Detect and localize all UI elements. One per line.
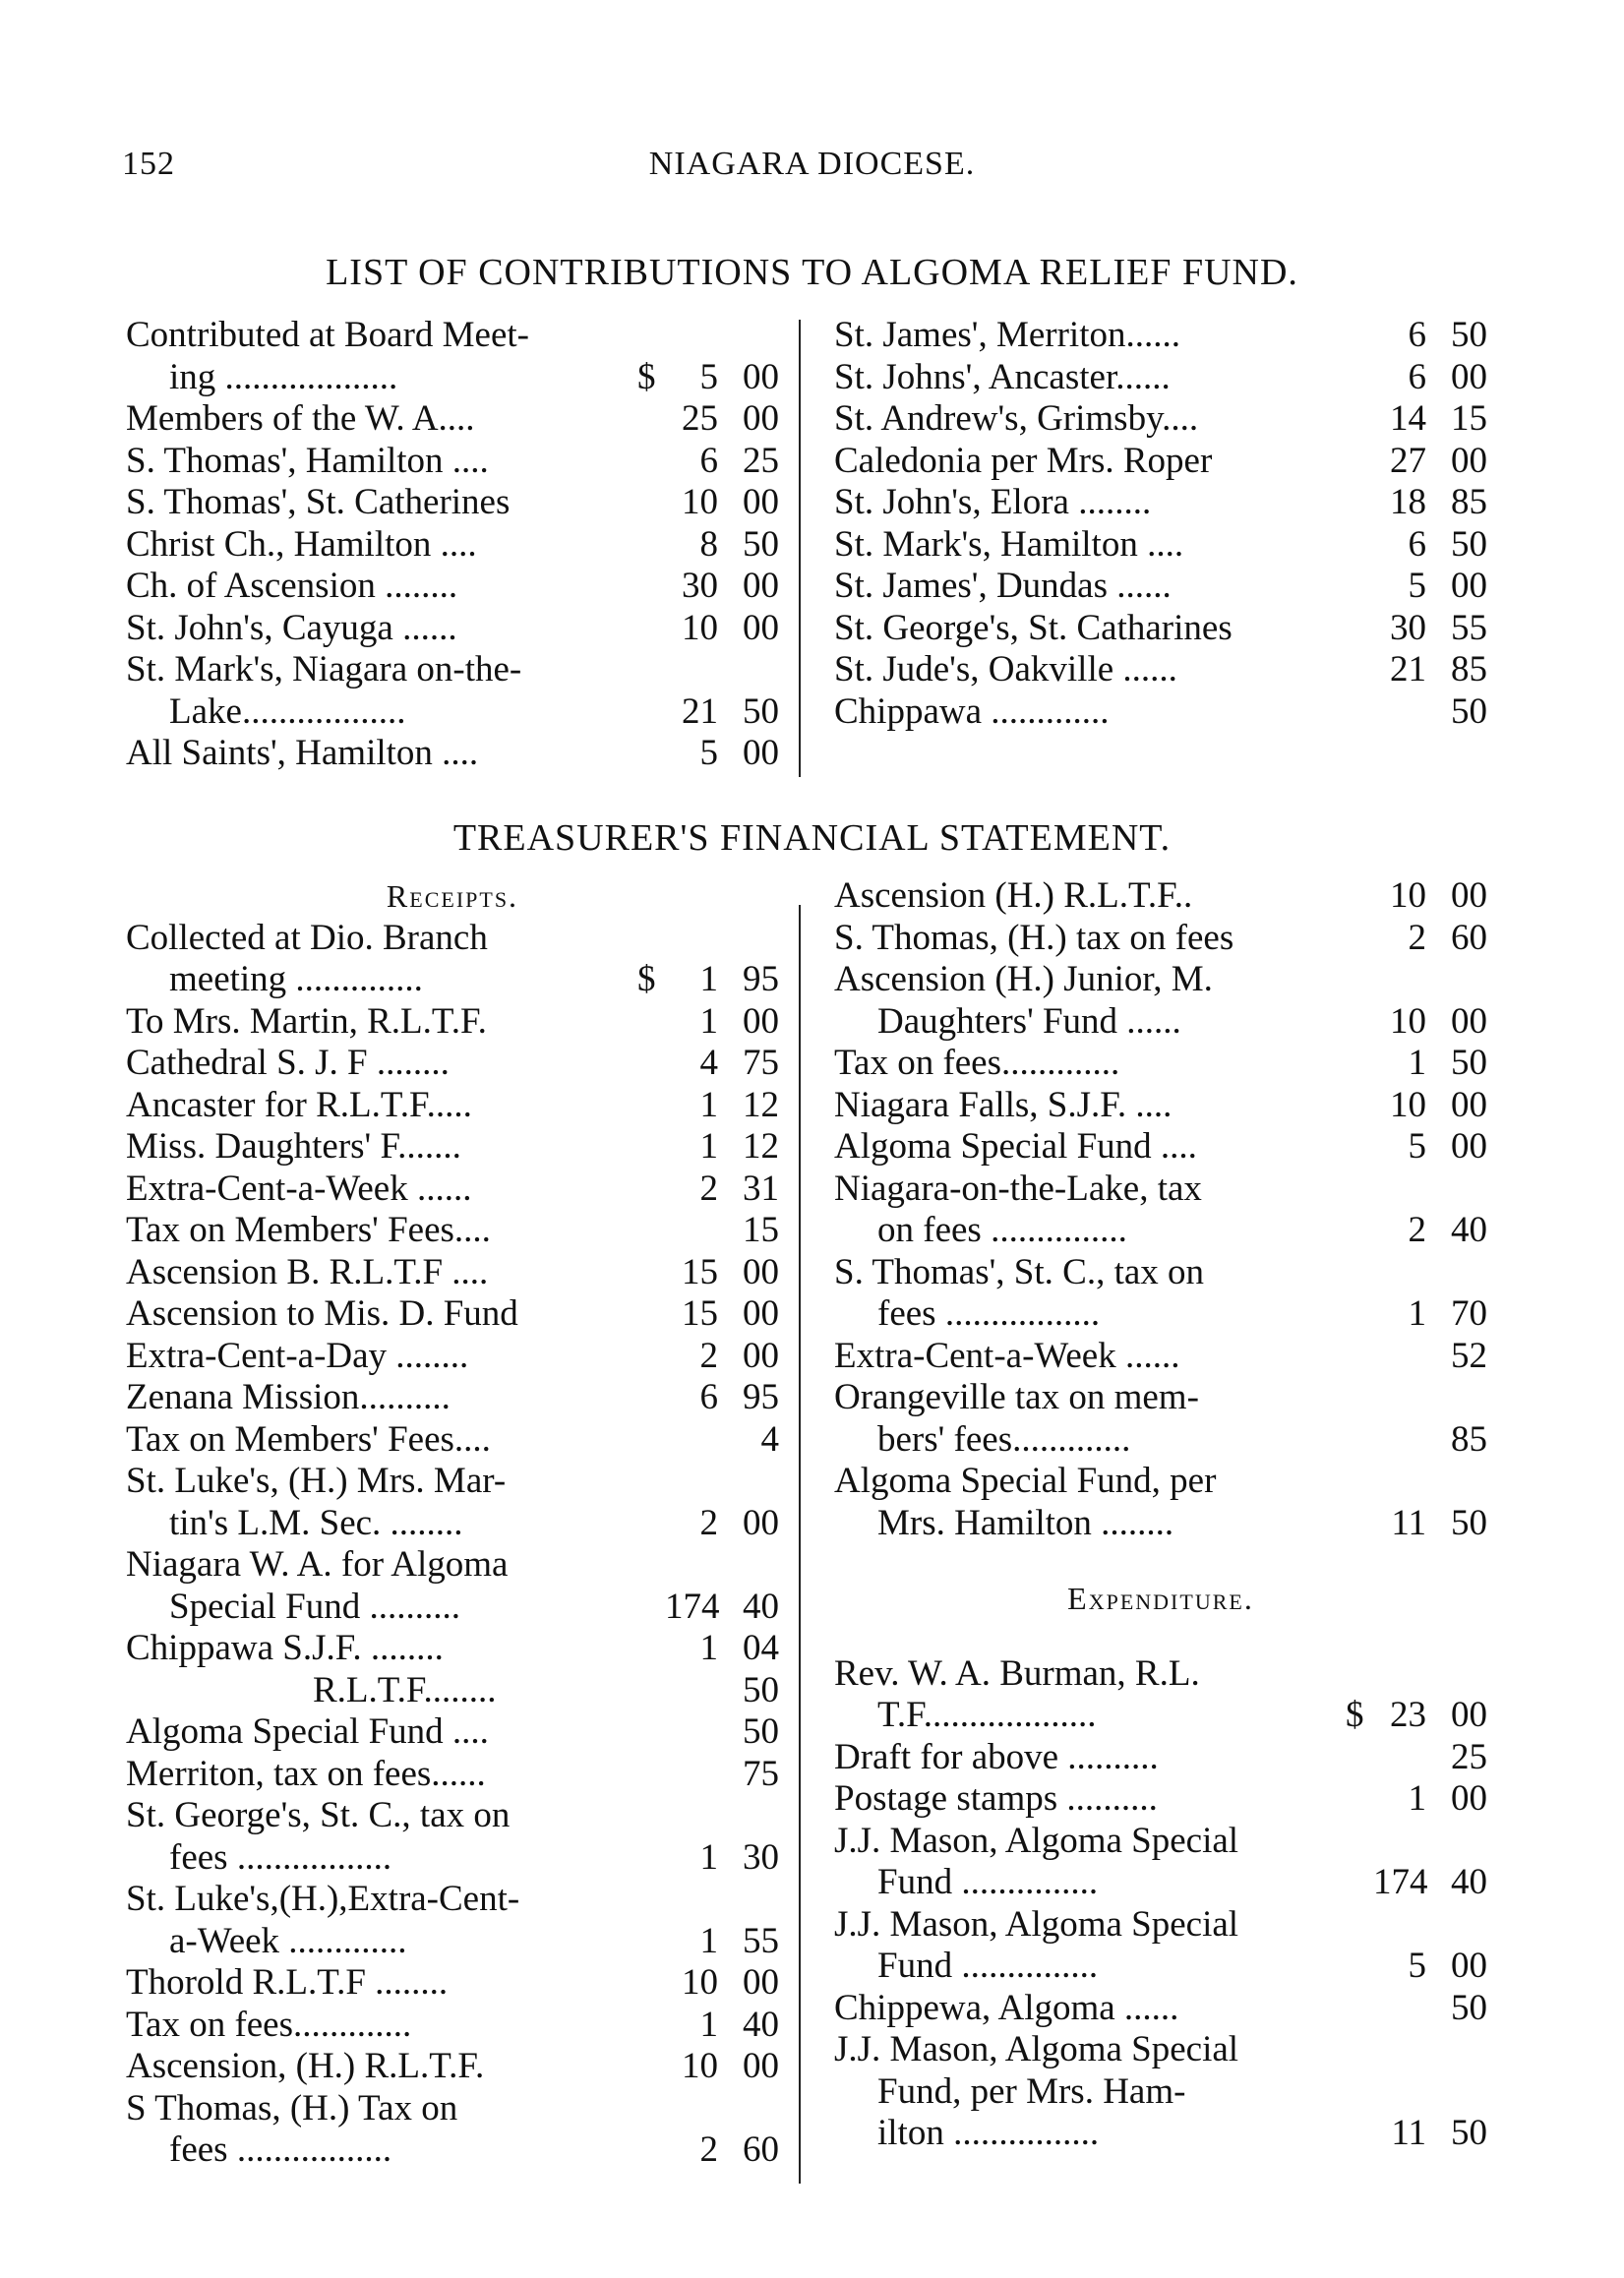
entry-cents: 00 — [1451, 566, 1487, 606]
receipts-left-column — [126, 918, 779, 2172]
entry-cents: 00 — [743, 566, 779, 606]
entry-name: Contributed at Board Meet- — [126, 315, 529, 355]
ledger-entry — [834, 959, 1487, 1001]
entry-name: All Saints', Hamilton .... — [126, 733, 479, 773]
entry-name: Algoma Special Fund, per — [834, 1461, 1217, 1501]
entry-name: St. Luke's, (H.) Mrs. Mar- — [126, 1461, 507, 1501]
entry-name: Ascension (H.) Junior, M. — [834, 959, 1213, 999]
entry-cents: 00 — [743, 1251, 779, 1292]
ledger-entry — [126, 1587, 779, 1629]
entry-name: Cathedral S. J. F ........ — [126, 1043, 450, 1083]
entry-dollars: 11 — [1391, 2113, 1426, 2153]
ledger-entry — [834, 2029, 1487, 2071]
column-divider — [799, 320, 801, 777]
entry-name: Ascension (H.) R.L.T.F.. — [834, 875, 1193, 916]
ledger-entry — [126, 357, 779, 399]
entry-cents: 25 — [743, 440, 779, 481]
ledger-entry — [834, 1419, 1487, 1462]
financial-statement-title: TREASURER'S FINANCIAL STATEMENT. — [452, 817, 1172, 859]
entry-name: Chippewa, Algoma ...... — [834, 1987, 1179, 2028]
entry-name: Fund, per Mrs. Ham- — [877, 2070, 1186, 2112]
entry-name: St. Andrew's, Grimsby.... — [834, 398, 1199, 439]
entry-name: Algoma Special Fund .... — [126, 1711, 489, 1752]
ledger-entry — [834, 482, 1487, 524]
entry-cents: 00 — [743, 1000, 779, 1042]
entry-name: ilton ................ — [877, 2113, 1100, 2153]
ledger-entry — [834, 1461, 1487, 1503]
ledger-entry — [834, 1862, 1487, 1904]
ledger-entry — [126, 649, 779, 691]
ledger-entry — [834, 357, 1487, 399]
entry-name: T.F................... — [877, 1695, 1097, 1735]
entry-name: J.J. Mason, Algoma Special — [834, 1903, 1239, 1945]
entry-name: Collected at Dio. Branch — [126, 917, 488, 958]
entry-cents: 55 — [743, 1920, 779, 1961]
entry-name: R.L.T.F........ — [313, 1669, 497, 1710]
ledger-entry — [834, 608, 1487, 650]
entry-cents: 00 — [743, 1962, 779, 2003]
ledger-entry — [126, 1377, 779, 1419]
entry-cents: 50 — [1451, 2113, 1487, 2153]
dollar-sign: $ — [637, 959, 656, 999]
entry-cents: 50 — [1451, 690, 1487, 732]
ledger-entry — [126, 1126, 779, 1169]
ledger-entry — [834, 441, 1487, 483]
entry-name: St. James', Dundas ...... — [834, 566, 1172, 606]
entry-name: Chippawa ............. — [834, 690, 1110, 732]
ledger-entry — [126, 1837, 779, 1880]
entry-name: fees ................. — [877, 1293, 1101, 1334]
ledger-entry — [834, 1293, 1487, 1336]
ledger-entry — [126, 1879, 779, 1921]
entry-name: Draft for above .......... — [834, 1736, 1159, 1777]
ledger-entry — [834, 1695, 1487, 1737]
ledger-entry — [126, 1670, 779, 1712]
ledger-entry — [834, 1001, 1487, 1044]
entry-dollars: 6 — [1408, 523, 1426, 565]
entry-cents: 50 — [1451, 1987, 1487, 2028]
entry-name: J.J. Mason, Algoma Special — [834, 1820, 1239, 1861]
ledger-entry — [834, 1503, 1487, 1545]
ledger-entry — [834, 649, 1487, 691]
entry-dollars: 10 — [682, 482, 718, 522]
column-divider — [799, 905, 801, 2184]
entry-cents: 52 — [1451, 1335, 1487, 1376]
ledger-entry — [834, 1778, 1487, 1821]
entry-dollars: 1 — [699, 1126, 718, 1167]
entry-cents: 85 — [1451, 1418, 1487, 1460]
entry-name: Rev. W. A. Burman, R.L. — [834, 1652, 1200, 1694]
entry-cents: 40 — [1451, 1210, 1487, 1250]
ledger-entry — [126, 733, 779, 775]
entry-name: St. John's, Cayuga ...... — [126, 607, 457, 648]
entry-cents: 00 — [1451, 356, 1487, 397]
entry-cents: 00 — [1451, 440, 1487, 481]
entry-dollars: 6 — [1408, 315, 1426, 355]
receipts-right-column — [834, 875, 1487, 1544]
entry-name: S Thomas, (H.) Tax on — [126, 2087, 458, 2128]
entry-name: Tax on Members' Fees.... — [126, 1210, 491, 1250]
ledger-entry — [834, 1085, 1487, 1127]
entry-name: Lake.................. — [169, 690, 406, 732]
entry-cents: 95 — [743, 959, 779, 999]
entry-dollars: 6 — [699, 440, 718, 481]
entry-cents: 15 — [743, 1210, 779, 1250]
ledger-entry — [834, 1904, 1487, 1947]
entry-dollars: 1 — [1408, 1043, 1426, 1083]
entry-dollars: 5 — [699, 356, 718, 397]
ledger-entry — [834, 2071, 1487, 2114]
expenditure-column — [834, 1653, 1487, 2155]
ledger-entry — [834, 1336, 1487, 1378]
ledger-entry — [834, 2113, 1487, 2155]
ledger-entry — [126, 1711, 779, 1754]
ledger-entry — [126, 2129, 779, 2172]
entry-name: Extra-Cent-a-Week ...... — [834, 1335, 1180, 1376]
ledger-entry — [834, 566, 1487, 608]
ledger-entry — [126, 691, 779, 734]
ledger-entry — [126, 959, 779, 1001]
relief-fund-left-column — [126, 315, 779, 775]
entry-dollars: 21 — [682, 690, 718, 732]
entry-dollars: 15 — [682, 1293, 718, 1334]
entry-name: St. James', Merriton...... — [834, 315, 1180, 355]
entry-name: St. George's, St. Catharines — [834, 607, 1233, 648]
entry-cents: 60 — [743, 2129, 779, 2170]
entry-cents: 95 — [743, 1377, 779, 1417]
entry-cents: 55 — [1451, 607, 1487, 648]
entry-cents: 00 — [743, 2046, 779, 2086]
entry-cents: 50 — [743, 690, 779, 732]
ledger-entry — [126, 1461, 779, 1503]
entry-name: on fees ............... — [877, 1210, 1127, 1250]
ledger-entry — [834, 1377, 1487, 1419]
entry-dollars: 1 — [699, 959, 718, 999]
ledger-entry — [126, 1210, 779, 1252]
entry-cents: 00 — [743, 356, 779, 397]
ledger-entry — [126, 441, 779, 483]
entry-name: Members of the W. A.... — [126, 398, 475, 439]
entry-dollars: 2 — [699, 1502, 718, 1543]
entry-cents: 40 — [743, 2004, 779, 2045]
entry-name: S. Thomas, (H.) tax on fees — [834, 917, 1234, 958]
entry-name: Postage stamps .......... — [834, 1778, 1158, 1819]
entry-cents: 31 — [743, 1168, 779, 1209]
ledger-entry — [834, 1737, 1487, 1779]
entry-name: Special Fund .......... — [169, 1586, 460, 1627]
entry-dollars: 174 — [1373, 1862, 1428, 1902]
entry-name: Ancaster for R.L.T.F..... — [126, 1084, 472, 1125]
entry-dollars: 15 — [682, 1251, 718, 1292]
entry-cents: 00 — [743, 733, 779, 773]
page-header — [122, 146, 1502, 205]
ledger-entry — [126, 2005, 779, 2047]
entry-name: Miss. Daughters' F....... — [126, 1126, 461, 1167]
entry-cents: 50 — [743, 1711, 779, 1752]
entry-dollars: 2 — [699, 2129, 718, 2170]
ledger-entry — [834, 1821, 1487, 1863]
entry-dollars: 174 — [665, 1586, 720, 1627]
entry-name: tin's L.M. Sec. ........ — [169, 1502, 463, 1543]
entry-dollars: 21 — [1390, 649, 1426, 689]
entry-cents: 40 — [743, 1586, 779, 1627]
ledger-entry — [126, 1419, 779, 1462]
entry-dollars: 6 — [1408, 356, 1426, 397]
ledger-entry — [126, 1921, 779, 1963]
entry-dollars: 1 — [699, 1628, 718, 1668]
entry-name: Chippawa S.J.F. ........ — [126, 1628, 444, 1668]
entry-cents: 50 — [1451, 315, 1487, 355]
entry-dollars: 5 — [1408, 566, 1426, 606]
ledger-entry — [126, 1754, 779, 1796]
entry-dollars: 10 — [682, 1962, 718, 2003]
entry-name: Merriton, tax on fees...... — [126, 1753, 486, 1794]
entry-cents: 00 — [1451, 1946, 1487, 1986]
entry-name: St. John's, Elora ........ — [834, 482, 1152, 522]
entry-dollars: 5 — [1408, 1946, 1426, 1986]
entry-dollars: 1 — [699, 2004, 718, 2045]
entry-dollars: 1 — [699, 1084, 718, 1125]
entry-name: Niagara W. A. for Algoma — [126, 1544, 509, 1585]
entry-dollars: 10 — [682, 607, 718, 648]
entry-name: Ascension B. R.L.T.F .... — [126, 1251, 489, 1292]
entry-name: a-Week ............. — [169, 1920, 407, 1961]
entry-name: S. Thomas', St. C., tax on — [834, 1251, 1205, 1292]
ledger-entry — [834, 691, 1487, 734]
dollar-sign: $ — [1346, 1695, 1364, 1735]
entry-name: S. Thomas', Hamilton .... — [126, 440, 489, 481]
entry-name: J.J. Mason, Algoma Special — [834, 2029, 1239, 2069]
entry-name: Extra-Cent-a-Day ........ — [126, 1335, 469, 1376]
entry-name: Christ Ch., Hamilton .... — [126, 523, 477, 565]
running-title: NIAGARA DIOCESE. — [648, 146, 976, 182]
entry-dollars: 2 — [699, 1335, 718, 1376]
entry-name: Thorold R.L.T.F ........ — [126, 1962, 449, 2003]
ledger-entry — [834, 524, 1487, 567]
entry-dollars: 10 — [1390, 875, 1426, 916]
ledger-entry — [126, 1043, 779, 1085]
ledger-entry — [834, 1043, 1487, 1085]
entry-dollars: 1 — [699, 1000, 718, 1042]
entry-cents: 15 — [1451, 398, 1487, 439]
entry-name: bers' fees............. — [877, 1418, 1131, 1460]
entry-cents: 50 — [1451, 1502, 1487, 1543]
entry-cents: 75 — [743, 1043, 779, 1083]
entry-dollars: 1 — [1408, 1293, 1426, 1334]
entry-dollars: 10 — [1390, 1084, 1426, 1125]
entry-cents: 00 — [743, 482, 779, 522]
ledger-entry — [126, 1795, 779, 1837]
entry-cents: 50 — [743, 1669, 779, 1710]
ledger-entry — [126, 1085, 779, 1127]
entry-cents: 50 — [1451, 1043, 1487, 1083]
ledger-entry — [126, 1252, 779, 1294]
ledger-entry — [834, 1252, 1487, 1294]
entry-cents: 85 — [1451, 649, 1487, 689]
entry-cents: 30 — [743, 1836, 779, 1878]
ledger-entry — [126, 398, 779, 441]
entry-name: Zenana Mission.......... — [126, 1377, 451, 1417]
entry-dollars: 2 — [699, 1168, 718, 1209]
entry-dollars: 10 — [1390, 1000, 1426, 1042]
expenditure-heading: Expenditure. — [1067, 1581, 1254, 1616]
entry-dollars: 8 — [699, 523, 718, 565]
entry-cents: 00 — [1451, 1695, 1487, 1735]
entry-cents: 85 — [1451, 482, 1487, 522]
entry-cents: 00 — [743, 1335, 779, 1376]
entry-name: Algoma Special Fund .... — [834, 1126, 1197, 1167]
entry-cents: 00 — [1451, 875, 1487, 916]
entry-cents: 75 — [743, 1753, 779, 1794]
entry-cents: 40 — [1451, 1862, 1487, 1902]
entry-name: Tax on fees............. — [834, 1043, 1120, 1083]
entry-cents: 12 — [743, 1126, 779, 1167]
receipts-block — [126, 875, 779, 2172]
entry-cents: 60 — [1451, 917, 1487, 958]
entry-name: Fund ............... — [877, 1946, 1099, 1986]
ledger-entry — [126, 918, 779, 960]
entry-dollars: 14 — [1390, 398, 1426, 439]
entry-dollars: 1 — [699, 1920, 718, 1961]
entry-cents: 00 — [1451, 1000, 1487, 1042]
ledger-entry — [126, 1001, 779, 1044]
entry-name: S. Thomas', St. Catherines — [126, 482, 511, 522]
entry-name: St. Luke's,(H.),Extra-Cent- — [126, 1879, 520, 1919]
entry-name: To Mrs. Martin, R.L.T.F. — [126, 1000, 487, 1042]
entry-name: Fund ............... — [877, 1862, 1099, 1902]
entry-name: Ch. of Ascension ........ — [126, 566, 458, 606]
entry-cents: 50 — [743, 523, 779, 565]
ledger-entry — [126, 482, 779, 524]
entry-cents: 50 — [1451, 523, 1487, 565]
ledger-entry — [834, 1210, 1487, 1252]
ledger-entry — [126, 1628, 779, 1670]
entry-cents: 00 — [743, 1502, 779, 1543]
entry-cents: 04 — [743, 1628, 779, 1668]
ledger-entry — [834, 1946, 1487, 1988]
entry-name: Mrs. Hamilton ........ — [877, 1502, 1174, 1543]
entry-dollars: 23 — [1390, 1695, 1426, 1735]
entry-name: St. Jude's, Oakville ...... — [834, 649, 1177, 689]
ledger-entry — [834, 1169, 1487, 1211]
page-number: 152 — [122, 146, 175, 182]
entry-name: Niagara-on-the-Lake, tax — [834, 1168, 1202, 1209]
entry-cents: 00 — [743, 398, 779, 439]
relief-fund-right-column — [834, 315, 1487, 733]
ledger-entry — [126, 1169, 779, 1211]
ledger-entry — [126, 524, 779, 567]
entry-cents: 00 — [743, 607, 779, 648]
entry-dollars: 25 — [682, 398, 718, 439]
statement-right-block — [834, 875, 1487, 2155]
ledger-entry — [834, 918, 1487, 960]
entry-name: fees ................. — [169, 2129, 392, 2170]
entry-name: fees ................. — [169, 1836, 392, 1878]
entry-cents: 25 — [1451, 1736, 1487, 1777]
entry-name: Ascension to Mis. D. Fund — [126, 1293, 518, 1334]
ledger-entry — [126, 608, 779, 650]
entry-name: St. Mark's, Niagara on-the- — [126, 649, 522, 689]
entry-cents: 00 — [1451, 1778, 1487, 1819]
ledger-entry — [126, 1503, 779, 1545]
entry-name: Extra-Cent-a-Week ...... — [126, 1168, 472, 1209]
ledger-entry — [834, 1126, 1487, 1169]
entry-name: Ascension, (H.) R.L.T.F. — [126, 2046, 485, 2086]
entry-name: Caledonia per Mrs. Roper — [834, 440, 1213, 481]
entry-dollars: 6 — [699, 1377, 718, 1417]
ledger-entry — [834, 1988, 1487, 2030]
entry-dollars: 2 — [1408, 1210, 1426, 1250]
ledger-entry — [126, 1544, 779, 1587]
entry-cents: 4 — [760, 1418, 779, 1460]
entry-dollars: 10 — [682, 2046, 718, 2086]
entry-name: Niagara Falls, S.J.F. .... — [834, 1084, 1173, 1125]
entry-dollars: 5 — [699, 733, 718, 773]
ledger-entry — [834, 875, 1487, 918]
ledger-entry — [834, 315, 1487, 357]
ledger-entry — [126, 1336, 779, 1378]
ledger-entry — [834, 1653, 1487, 1696]
ledger-entry — [126, 315, 779, 357]
entry-name: Tax on Members' Fees.... — [126, 1418, 491, 1460]
ledger-entry — [126, 2046, 779, 2088]
entry-dollars: 4 — [699, 1043, 718, 1083]
ledger-entry — [834, 398, 1487, 441]
entry-dollars: 30 — [682, 566, 718, 606]
entry-cents: 12 — [743, 1084, 779, 1125]
entry-name: St. Johns', Ancaster...... — [834, 356, 1171, 397]
entry-cents: 00 — [1451, 1126, 1487, 1167]
entry-dollars: 5 — [1408, 1126, 1426, 1167]
ledger-entry — [126, 566, 779, 608]
entry-dollars: 11 — [1391, 1502, 1426, 1543]
relief-fund-title: LIST OF CONTRIBUTIONS TO ALGOMA RELIEF FUND. — [326, 252, 1298, 293]
entry-name: ing ................... — [169, 356, 398, 397]
dollar-sign: $ — [637, 356, 656, 397]
entry-name: Tax on fees............. — [126, 2004, 412, 2045]
entry-name: Orangeville tax on mem- — [834, 1377, 1199, 1417]
receipts-heading: Receipts. — [386, 878, 519, 914]
entry-cents: 70 — [1451, 1293, 1487, 1334]
entry-dollars: 18 — [1390, 482, 1426, 522]
entry-name: Daughters' Fund ...... — [877, 1000, 1181, 1042]
entry-name: St. Mark's, Hamilton .... — [834, 523, 1184, 565]
ledger-entry — [126, 2088, 779, 2130]
entry-cents: 00 — [1451, 1084, 1487, 1125]
entry-dollars: 1 — [1408, 1778, 1426, 1819]
entry-dollars: 2 — [1408, 917, 1426, 958]
entry-name: meeting .............. — [169, 959, 423, 999]
entry-name: St. George's, St. C., tax on — [126, 1795, 511, 1835]
ledger-entry — [126, 1293, 779, 1336]
entry-dollars: 1 — [699, 1836, 718, 1878]
ledger-entry — [126, 1962, 779, 2005]
entry-cents: 00 — [743, 1293, 779, 1334]
entry-dollars: 30 — [1390, 607, 1426, 648]
entry-dollars: 27 — [1390, 440, 1426, 481]
